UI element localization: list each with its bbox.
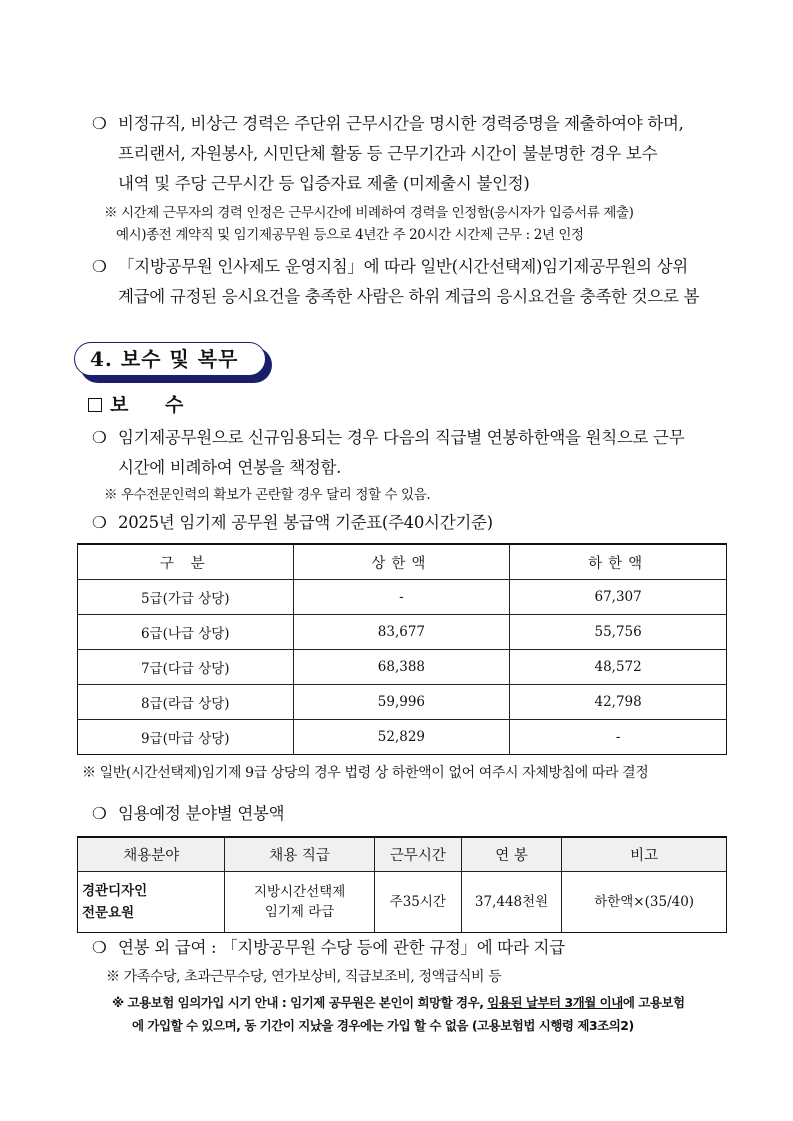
allowance-note: ※ 가족수당, 초과근무수당, 연가보상비, 직급보조비, 정액급식비 등	[106, 969, 502, 985]
header-hours: 근무시간	[374, 837, 461, 872]
circle-bullet-icon: ❍	[92, 804, 107, 823]
field-cell	[78, 872, 225, 933]
insurance-part-3: 에 고용보험	[622, 995, 685, 1010]
upper-cell: 68,388	[293, 650, 510, 685]
circle-bullet-icon: ❍	[92, 257, 107, 276]
salary-table-note: ※ 일반(시간선택제)임기제 9급 상당의 경우 법령 상 하한액이 없어 여주시 자체방침에 따라 결정	[82, 765, 649, 781]
subsection-title: 보 수	[110, 394, 184, 416]
career-line-1: 비정규직, 비상근 경력은 주단위 근무시간을 명시한 경력증명을 제출하여야 하며,	[118, 114, 684, 133]
table-row	[78, 580, 727, 615]
grade-cell: 8급(라급 상당)	[78, 685, 294, 720]
field-salary-heading	[92, 799, 284, 829]
header-salary: 연 봉	[461, 837, 561, 872]
grade-cell: 9급(마급 상당)	[78, 720, 294, 755]
salary-table-heading	[92, 508, 493, 538]
career-line-3: 내역 및 주당 근무시간 등 입증자료 제출 (미제출시 불인정)	[118, 174, 530, 193]
insurance-notice-line-1	[112, 992, 685, 1014]
table-row	[78, 685, 727, 720]
pay-rule-line-2: 시간에 비례하여 연봉을 책정함.	[118, 458, 342, 477]
grade-cell: 6급(나급 상당)	[78, 615, 294, 650]
guideline-line-1: 「지방공무원 인사제도 운영지침」에 따라 일반(시간선택제)임기제공무원의 상위	[118, 257, 688, 276]
insurance-part-2: 임용된 날부터 3개월 이내	[487, 995, 623, 1010]
section-title: 4. 보수 및 복무	[90, 347, 239, 371]
grade-cell: 7급(다급 상당)	[78, 650, 294, 685]
upper-cell: -	[293, 580, 510, 615]
remark-cell: 하한액×(35/40)	[562, 872, 727, 933]
grade-cell: 5급(가급 상당)	[78, 580, 294, 615]
upper-cell: 83,677	[293, 615, 510, 650]
salary-table	[77, 543, 727, 755]
rank-line-1: 지방시간선택제	[253, 884, 346, 900]
expert-note: ※ 우수전문인력의 확보가 곤란할 경우 달리 정할 수 있음.	[104, 487, 431, 503]
table-header-row	[78, 544, 727, 580]
pay-rule-bullet	[92, 423, 684, 483]
header-field: 채용분야	[78, 837, 225, 872]
header-rank: 채용 직급	[225, 837, 374, 872]
lower-cell: 42,798	[510, 685, 727, 720]
table-row	[78, 720, 727, 755]
field-salary-heading-text: 임용예정 분야별 연봉액	[118, 804, 285, 823]
insurance-notice-line-2: 에 가입할 수 있으며, 동 기간이 지났을 경우에는 가입 할 수 없음 (고용보험법 시행령 제3조의2)	[132, 1018, 634, 1033]
upper-cell: 52,829	[293, 720, 510, 755]
hours-cell: 주35시간	[374, 872, 461, 933]
field-line-2: 전문요원	[82, 905, 135, 921]
parttime-note	[104, 202, 633, 246]
circle-bullet-icon: ❍	[92, 428, 107, 447]
table-row	[78, 650, 727, 685]
table-row	[78, 615, 727, 650]
allowance-text: 연봉 외 급여 : 「지방공무원 수당 등에 관한 규정」에 따라 지급	[118, 938, 565, 957]
checkbox-square-icon	[88, 398, 102, 412]
guideline-bullet	[92, 252, 699, 312]
parttime-note-line-2: 예시)종전 계약직 및 임기제공무원 등으로 4년간 주 20시간 시간제 근무 : 2년 인정	[116, 227, 584, 243]
header-remark: 비고	[562, 837, 727, 872]
insurance-part-1: ※ 고용보험 임의가입 시기 안내 : 임기제 공무원은 본인이 희망할 경우,	[112, 995, 488, 1010]
header-category: 구 분	[78, 544, 294, 580]
salary-table-heading-text: 2025년 임기제 공무원 봉급액 기준표(주40시간기준)	[118, 513, 493, 532]
table-header-row	[78, 837, 727, 872]
guideline-line-2: 계급에 규정된 응시요건을 충족한 사람은 하위 계급의 응시요건을 충족한 것으로 봄	[118, 287, 700, 306]
circle-bullet-icon: ❍	[92, 513, 107, 532]
field-line-1: 경관디자인	[82, 883, 148, 899]
lower-cell: 48,572	[510, 650, 727, 685]
field-salary-table	[77, 836, 727, 933]
table-row	[78, 872, 727, 933]
header-lower: 하한액	[510, 544, 727, 580]
rank-line-2: 임기제 라급	[264, 904, 335, 920]
career-line-2: 프리랜서, 자원봉사, 시민단체 활동 등 근무기간과 시간이 불분명한 경우 보수	[118, 144, 658, 163]
upper-cell: 59,996	[293, 685, 510, 720]
circle-bullet-icon: ❍	[92, 938, 107, 957]
pay-rule-line-1: 임기제공무원으로 신규임용되는 경우 다음의 직급별 연봉하한액을 원칙으로 근무	[118, 428, 685, 447]
rank-cell	[225, 872, 374, 933]
circle-bullet-icon: ❍	[92, 114, 107, 133]
lower-cell: -	[510, 720, 727, 755]
allowance-bullet	[92, 933, 565, 963]
parttime-note-line-1: ※ 시간제 근무자의 경력 인정은 근무시간에 비례하여 경력을 인정함(응시자가 입증서류 제출)	[104, 205, 634, 221]
career-bullet	[92, 109, 684, 199]
lower-cell: 67,307	[510, 580, 727, 615]
header-upper: 상한액	[293, 544, 510, 580]
lower-cell: 55,756	[510, 615, 727, 650]
salary-cell: 37,448천원	[461, 872, 561, 933]
